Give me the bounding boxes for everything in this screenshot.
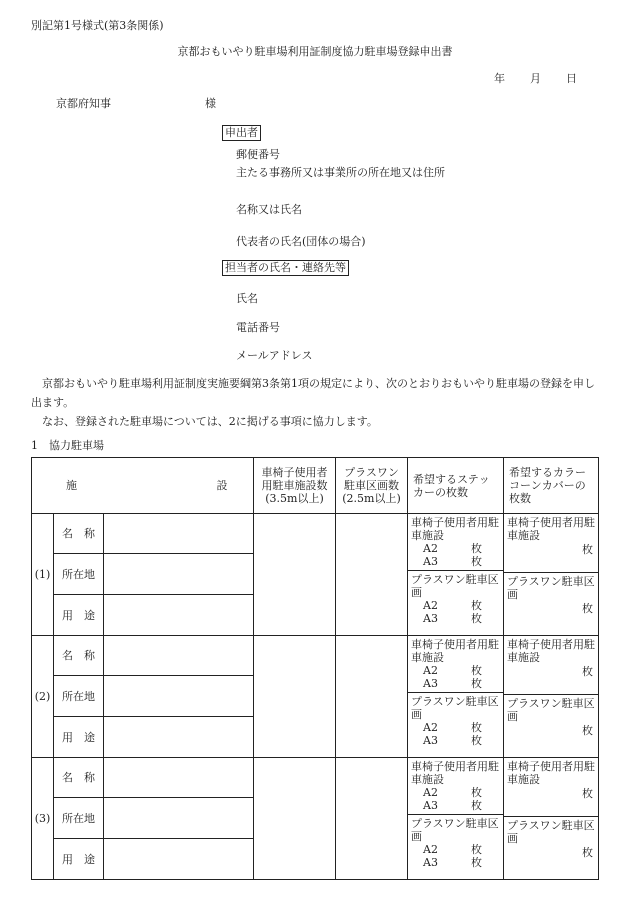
cone-group-label: 車椅子使用者用駐車施設 [507, 760, 595, 786]
facility-label-use: 用 途 [54, 595, 104, 636]
facility-label-name: 名 称 [54, 758, 104, 798]
facility-label-name: 名 称 [54, 636, 104, 676]
unit-label: 枚 [471, 843, 482, 856]
facility-label-use: 用 途 [54, 839, 104, 880]
facility-label-location: 所在地 [54, 676, 104, 717]
cone-wheelchair-group [504, 758, 598, 816]
sticker-cell [408, 758, 504, 880]
header-facility [32, 458, 254, 514]
unit-label: 枚 [471, 856, 482, 869]
unit-label: 枚 [471, 786, 482, 799]
section-heading: 1 協力駐車場 [31, 439, 104, 452]
size-a2-label: A2 [423, 664, 438, 677]
addressee-name: 京都府知事 [56, 97, 111, 110]
applicant-address-label: 主たる事務所又は事業所の所在地又は住所 [236, 166, 445, 179]
size-a2-label: A2 [423, 786, 438, 799]
contact-heading: 担当者の氏名・連絡先等 [222, 260, 349, 276]
sticker-group-label: プラスワン駐車区画 [411, 695, 499, 721]
addressee-honorific: 様 [205, 97, 216, 110]
sticker-group-label: 車椅子使用者用駐車施設 [411, 516, 499, 542]
form-label: 別記第1号様式(第3条関係) [31, 19, 164, 32]
facility-name-value[interactable] [104, 758, 254, 798]
cone-group-label: 車椅子使用者用駐車施設 [507, 516, 595, 542]
sticker-cell [408, 636, 504, 758]
unit-label: 枚 [471, 542, 482, 555]
cone-cover-cell [504, 636, 599, 758]
sticker-group-label: 車椅子使用者用駐車施設 [411, 638, 499, 664]
size-a3-label: A3 [423, 612, 438, 625]
cone-group-label: プラスワン駐車区画 [507, 575, 595, 601]
date-day-label: 日 [566, 72, 577, 85]
unit-label: 枚 [582, 846, 593, 859]
cone-plusone-group [504, 695, 598, 753]
size-a3-label: A3 [423, 734, 438, 747]
unit-label: 枚 [471, 799, 482, 812]
size-a2-label: A2 [423, 721, 438, 734]
unit-label: 枚 [582, 543, 593, 556]
sticker-group-label: 車椅子使用者用駐車施設 [411, 760, 499, 786]
plusone-count-cell[interactable] [336, 758, 408, 880]
facility-number: (3) [32, 758, 54, 880]
cone-wheelchair-group [504, 636, 598, 694]
unit-label: 枚 [471, 721, 482, 734]
size-a2-label: A2 [423, 843, 438, 856]
sticker-wheelchair-group [408, 514, 503, 570]
unit-label: 枚 [471, 599, 482, 612]
parking-table [31, 457, 599, 880]
cone-group-label: 車椅子使用者用駐車施設 [507, 638, 595, 664]
size-a3-label: A3 [423, 555, 438, 568]
facility-name-value[interactable] [104, 514, 254, 554]
size-a2-label: A2 [423, 599, 438, 612]
unit-label: 枚 [471, 612, 482, 625]
facility-location-value[interactable] [104, 554, 254, 595]
facility-number: (1) [32, 514, 54, 636]
unit-label: 枚 [471, 734, 482, 747]
facility-label-location: 所在地 [54, 798, 104, 839]
unit-label: 枚 [582, 665, 593, 678]
sticker-plusone-group [408, 571, 503, 627]
cone-group-label: プラスワン駐車区画 [507, 819, 595, 845]
contact-name-label: 氏名 [236, 292, 258, 305]
wheelchair-count-cell[interactable] [254, 636, 336, 758]
sticker-group-label: プラスワン駐車区画 [411, 573, 499, 599]
sticker-plusone-group [408, 815, 503, 871]
size-a3-label: A3 [423, 799, 438, 812]
header-facility-b: 設 [216, 479, 228, 492]
cone-group-label: プラスワン駐車区画 [507, 697, 595, 723]
date-year-label: 年 [494, 72, 505, 85]
facility-label-name: 名 称 [54, 514, 104, 554]
header-facility-a: 施 [66, 479, 77, 492]
facility-use-value[interactable] [104, 839, 254, 880]
facility-use-value[interactable] [104, 595, 254, 636]
sticker-plusone-group [408, 693, 503, 749]
page-title: 京都おもいやり駐車場利用証制度協力駐車場登録申出書 [177, 45, 453, 58]
applicant-name-label: 名称又は氏名 [236, 203, 302, 216]
applicant-heading: 申出者 [222, 125, 261, 141]
sticker-wheelchair-group [408, 636, 503, 692]
cone-cover-cell [504, 758, 599, 880]
facility-location-value[interactable] [104, 676, 254, 717]
size-a3-label: A3 [423, 677, 438, 690]
cone-plusone-group [504, 817, 598, 875]
header-cone-cover: 希望するカラーコーンカバーの枚数 [504, 458, 599, 514]
facility-label-use: 用 途 [54, 717, 104, 758]
applicant-postal-label: 郵便番号 [236, 148, 280, 161]
table-row [32, 758, 599, 798]
unit-label: 枚 [471, 555, 482, 568]
facility-name-value[interactable] [104, 636, 254, 676]
unit-label: 枚 [471, 664, 482, 677]
facility-number: (2) [32, 636, 54, 758]
sticker-group-label: プラスワン駐車区画 [411, 817, 499, 843]
size-a2-label: A2 [423, 542, 438, 555]
facility-location-value[interactable] [104, 798, 254, 839]
wheelchair-count-cell[interactable] [254, 514, 336, 636]
contact-email-label: メールアドレス [236, 349, 313, 362]
header-sticker: 希望するステッカーの枚数 [408, 458, 504, 514]
table-row [32, 514, 599, 554]
plusone-count-cell[interactable] [336, 514, 408, 636]
sticker-wheelchair-group [408, 758, 503, 814]
cooperation-paragraph: なお、登録された駐車場については、2に掲げる事項に協力します。 [42, 415, 378, 428]
cone-cover-cell [504, 514, 599, 636]
application-paragraph: 京都おもいやり駐車場利用証制度実施要綱第3条第1項の規定により、次のとおりおもいやり駐車場の登録を申し出ます。 [31, 377, 595, 409]
unit-label: 枚 [582, 724, 593, 737]
wheelchair-count-cell[interactable] [254, 758, 336, 880]
unit-label: 枚 [582, 787, 593, 800]
table-header-row [32, 458, 599, 514]
facility-label-location: 所在地 [54, 554, 104, 595]
plusone-count-cell[interactable] [336, 636, 408, 758]
cone-plusone-group [504, 573, 598, 631]
table-row [32, 636, 599, 676]
unit-label: 枚 [582, 602, 593, 615]
header-plusone-count: プラスワン駐車区画数(2.5m以上) [336, 458, 408, 514]
header-wheelchair-count: 車椅子使用者用駐車施設数(3.5m以上) [254, 458, 336, 514]
unit-label: 枚 [471, 677, 482, 690]
facility-use-value[interactable] [104, 717, 254, 758]
cone-wheelchair-group [504, 514, 598, 572]
size-a3-label: A3 [423, 856, 438, 869]
applicant-representative-label: 代表者の氏名(団体の場合) [236, 235, 366, 248]
contact-phone-label: 電話番号 [236, 321, 280, 334]
date-month-label: 月 [530, 72, 541, 85]
sticker-cell [408, 514, 504, 636]
